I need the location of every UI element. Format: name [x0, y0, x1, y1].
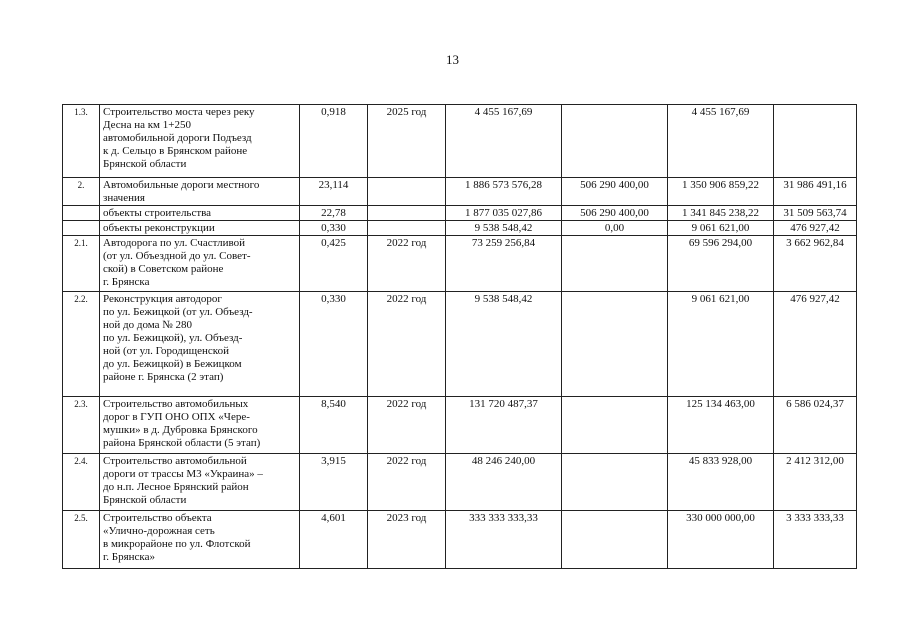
row-length: 8,540	[300, 397, 368, 454]
finance-table	[62, 104, 857, 569]
row-local: 3 662 962,84	[774, 236, 857, 292]
row-name: Автомобильные дороги местного значения	[100, 178, 300, 206]
row-length: 3,915	[300, 454, 368, 511]
row-federal: 506 290 400,00	[562, 206, 668, 221]
row-year: 2022 год	[368, 454, 446, 511]
row-year	[368, 206, 446, 221]
row-number	[63, 206, 100, 221]
table-row	[63, 221, 857, 236]
row-total: 4 455 167,69	[446, 105, 562, 178]
table-row	[63, 397, 857, 454]
row-number: 2.4.	[63, 454, 100, 511]
row-name: объекты реконструкции	[100, 221, 300, 236]
row-local: 2 412 312,00	[774, 454, 857, 511]
row-name: объекты строительства	[100, 206, 300, 221]
row-regional: 330 000 000,00	[668, 511, 774, 569]
row-length: 22,78	[300, 206, 368, 221]
row-regional: 1 341 845 238,22	[668, 206, 774, 221]
row-number: 2.1.	[63, 236, 100, 292]
row-federal: 0,00	[562, 221, 668, 236]
row-year: 2025 год	[368, 105, 446, 178]
row-total: 1 877 035 027,86	[446, 206, 562, 221]
row-regional: 4 455 167,69	[668, 105, 774, 178]
row-local: 31 986 491,16	[774, 178, 857, 206]
row-year: 2023 год	[368, 511, 446, 569]
row-year: 2022 год	[368, 236, 446, 292]
row-length: 23,114	[300, 178, 368, 206]
row-number: 2.	[63, 178, 100, 206]
row-regional: 9 061 621,00	[668, 221, 774, 236]
row-total: 333 333 333,33	[446, 511, 562, 569]
row-year	[368, 178, 446, 206]
row-federal	[562, 105, 668, 178]
row-name: Автодорога по ул. Счастливой (от ул. Объездной до ул. Совет- ской) в Советском районе г. Брянска	[100, 236, 300, 292]
row-number: 2.3.	[63, 397, 100, 454]
row-local: 476 927,42	[774, 292, 857, 397]
row-length: 0,330	[300, 221, 368, 236]
table-row	[63, 105, 857, 178]
row-total: 1 886 573 576,28	[446, 178, 562, 206]
table-row	[63, 178, 857, 206]
row-regional: 1 350 906 859,22	[668, 178, 774, 206]
row-federal	[562, 511, 668, 569]
row-total: 48 246 240,00	[446, 454, 562, 511]
row-total: 9 538 548,42	[446, 221, 562, 236]
row-name: Строительство объекта «Улично-дорожная сеть в микрорайоне по ул. Флотской г. Брянска»	[100, 511, 300, 569]
row-year	[368, 221, 446, 236]
row-year: 2022 год	[368, 292, 446, 397]
row-local: 6 586 024,37	[774, 397, 857, 454]
row-name: Строительство моста через реку Десна на км 1+250 автомобильной дороги Подъезд к д. Сельцо в Брянском районе Брянской области	[100, 105, 300, 178]
row-regional: 125 134 463,00	[668, 397, 774, 454]
row-year: 2022 год	[368, 397, 446, 454]
row-name: Строительство автомобильных дорог в ГУП ОНО ОПХ «Чере- мушки» в д. Дубровка Брянского района Брянской области (5 этап)	[100, 397, 300, 454]
row-length: 4,601	[300, 511, 368, 569]
row-length: 0,425	[300, 236, 368, 292]
row-name: Реконструкция автодорог по ул. Бежицкой (от ул. Объезд- ной до дома № 280 по ул. Бежицкой), ул. Объезд- ной (от ул. Городищенской до ул. Бежицкой) в Бежицком районе г. Брянска (2 этап)	[100, 292, 300, 397]
row-number	[63, 221, 100, 236]
row-length: 0,330	[300, 292, 368, 397]
row-total: 131 720 487,37	[446, 397, 562, 454]
row-regional: 69 596 294,00	[668, 236, 774, 292]
table-row	[63, 511, 857, 569]
row-local	[774, 105, 857, 178]
row-length: 0,918	[300, 105, 368, 178]
row-federal	[562, 454, 668, 511]
row-local: 31 509 563,74	[774, 206, 857, 221]
row-local: 476 927,42	[774, 221, 857, 236]
row-name: Строительство автомобильной дороги от трассы М3 «Украина» – до н.п. Лесное Брянский район Брянской области	[100, 454, 300, 511]
row-federal	[562, 236, 668, 292]
row-federal: 506 290 400,00	[562, 178, 668, 206]
row-regional: 9 061 621,00	[668, 292, 774, 397]
table-row	[63, 206, 857, 221]
table-row	[63, 454, 857, 511]
row-federal	[562, 292, 668, 397]
row-number: 2.2.	[63, 292, 100, 397]
table-row	[63, 236, 857, 292]
table-row	[63, 292, 857, 397]
row-number: 1.3.	[63, 105, 100, 178]
row-number: 2.5.	[63, 511, 100, 569]
row-federal	[562, 397, 668, 454]
row-regional: 45 833 928,00	[668, 454, 774, 511]
row-local: 3 333 333,33	[774, 511, 857, 569]
page-number: 13	[446, 52, 459, 67]
row-total: 9 538 548,42	[446, 292, 562, 397]
row-total: 73 259 256,84	[446, 236, 562, 292]
